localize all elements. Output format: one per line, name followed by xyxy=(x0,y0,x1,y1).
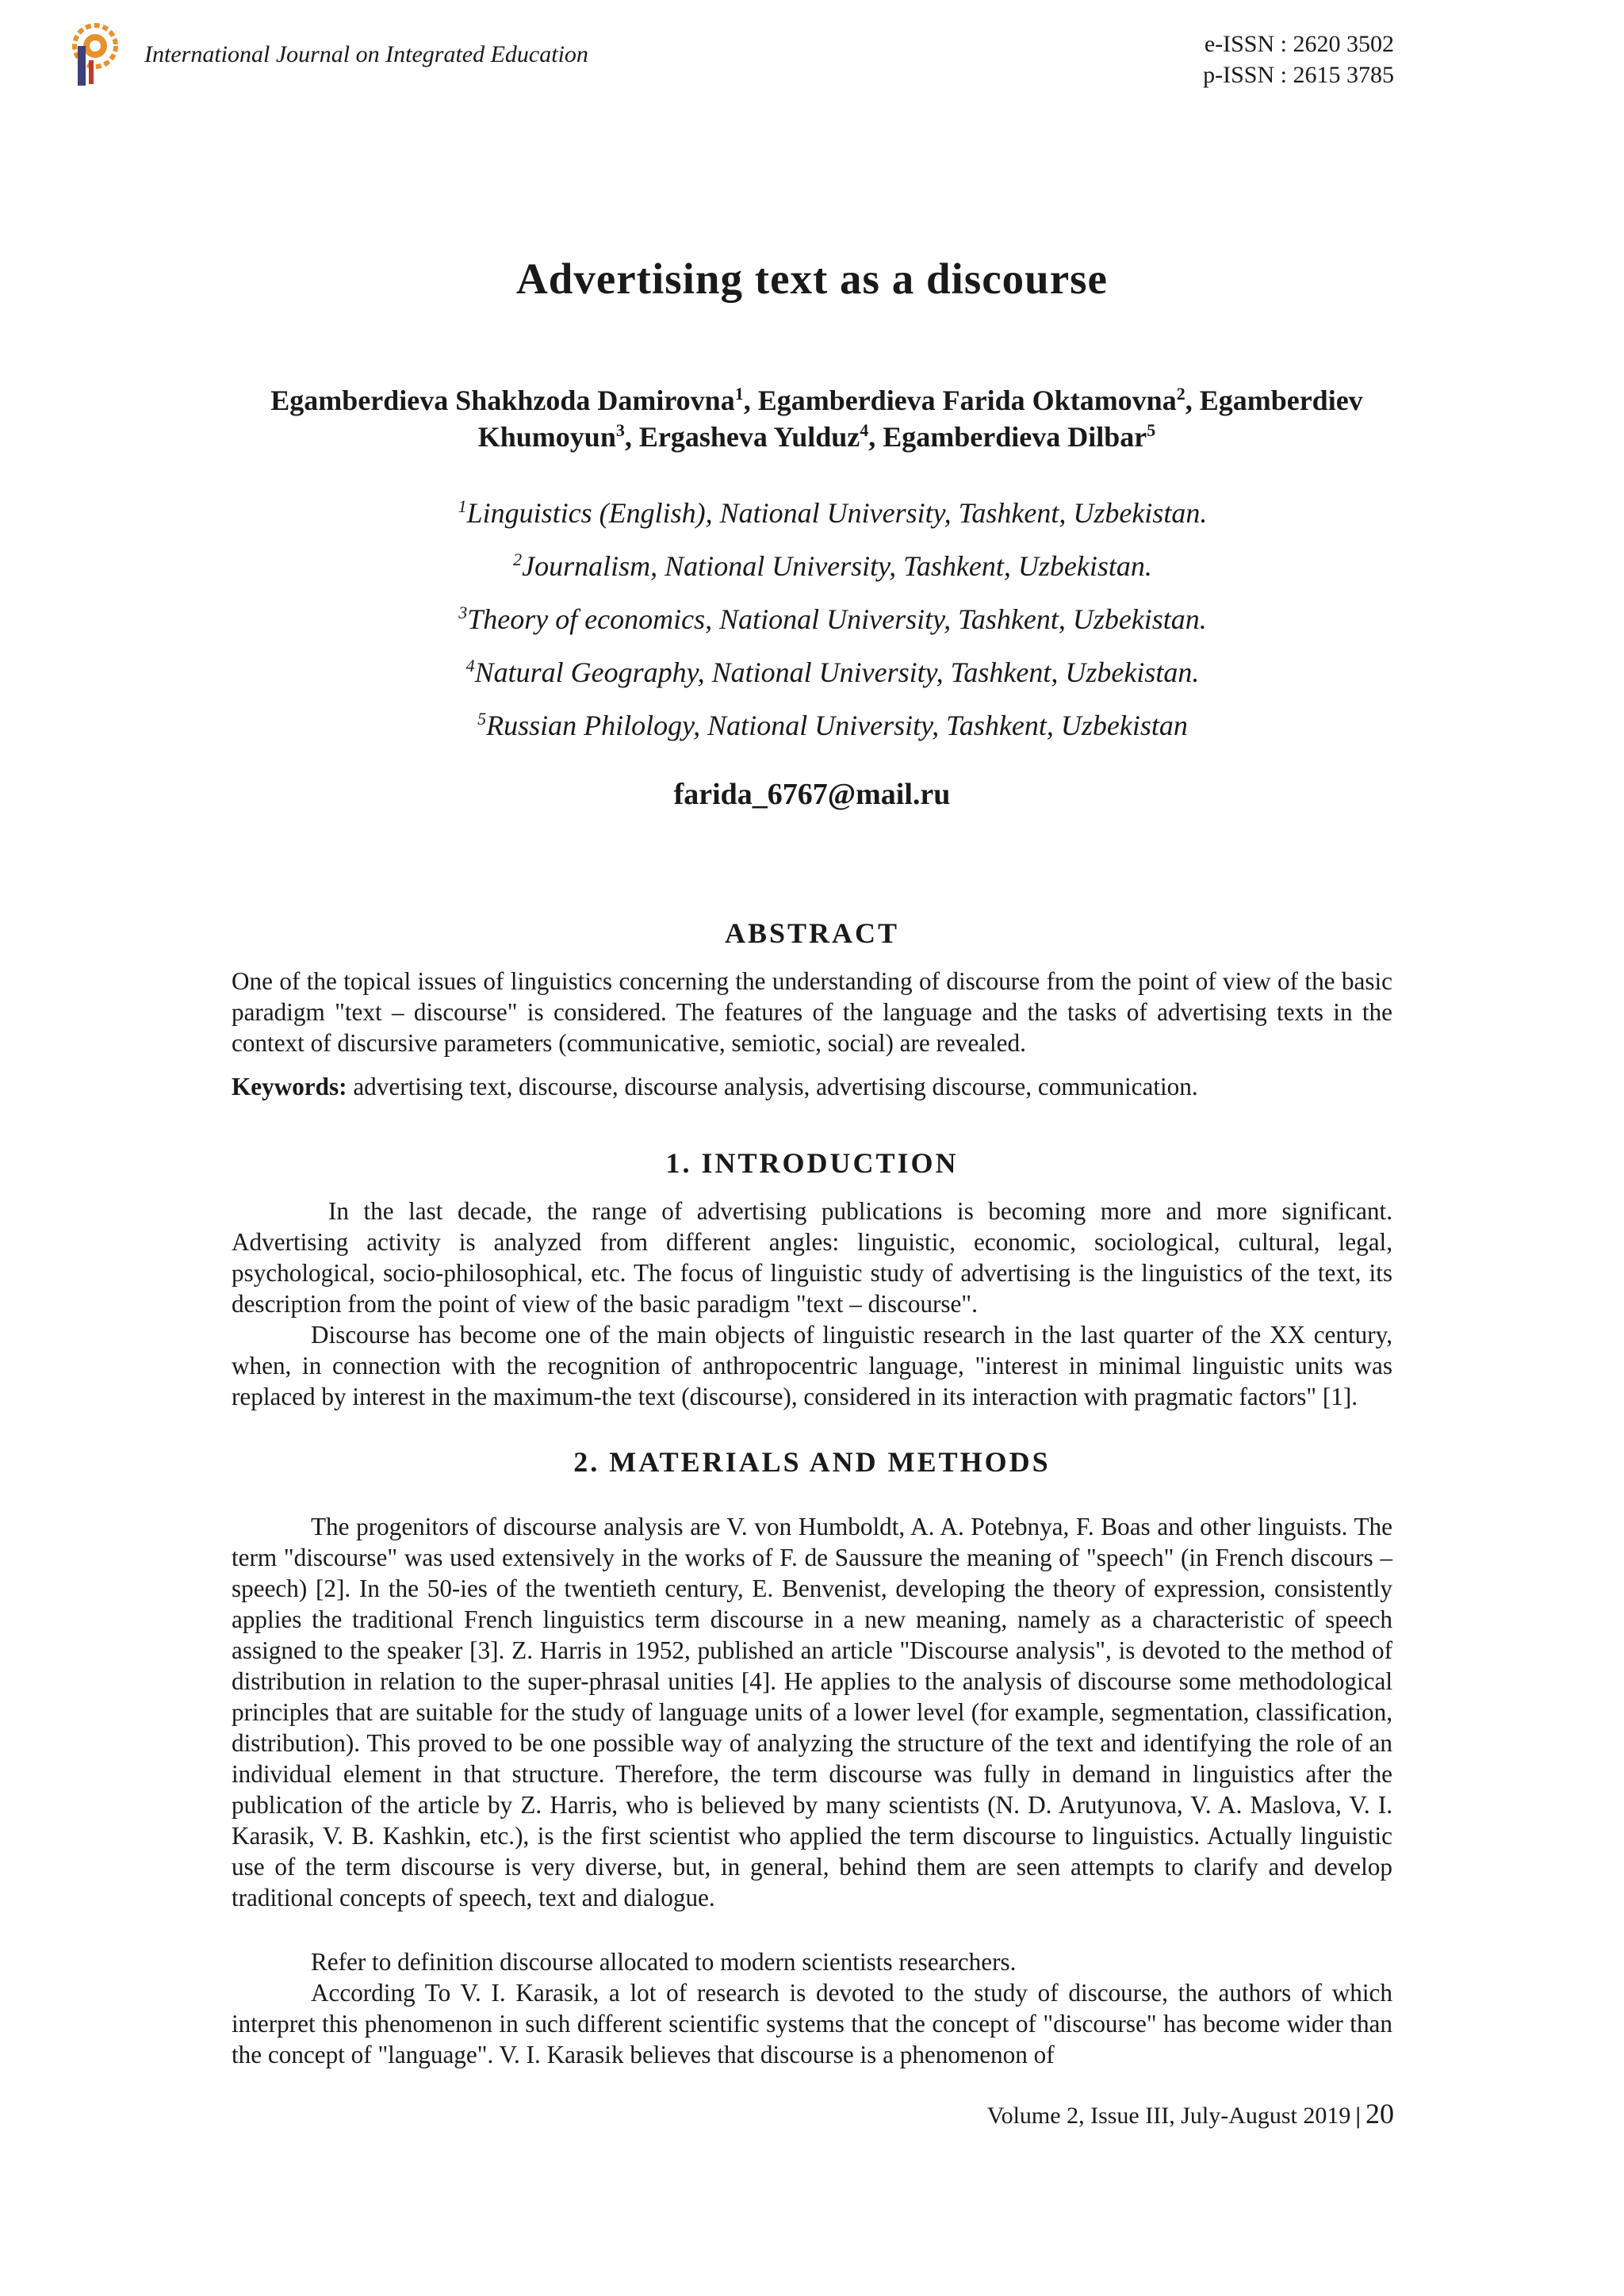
author-name: Khumoyun xyxy=(477,421,616,453)
abstract-heading: ABSTRACT xyxy=(724,917,900,949)
author-name: Egamberdieva Shakhzoda Damirovna xyxy=(270,385,735,416)
author-separator: , xyxy=(743,385,758,416)
affiliation-text: Theory of economics, National University, Tashkent, Uzbekistan. xyxy=(467,603,1207,635)
author-list xyxy=(222,382,1411,455)
paragraph: According To V. I. Karasik, a lot of research is devoted to the study of discourse, the authors of which interpret this phenomenon in such different scientific systems that the concept of "discourse" has become wider than the concept of "language". V. I. Karasik believes that discourse is a phenomenon of xyxy=(232,1979,1392,2068)
author-separator: , xyxy=(868,421,883,453)
author-name: Egamberdieva Farida Oktamovna xyxy=(757,385,1177,416)
author-sup: 5 xyxy=(1147,420,1156,440)
e-issn: e-ISSN : 2620 3502 xyxy=(1204,31,1394,57)
volume-info: Volume 2, Issue III, July-August 2019 xyxy=(986,2103,1351,2129)
page-number: 20 xyxy=(1365,2098,1394,2130)
author-sup: 3 xyxy=(615,420,625,440)
affiliation-text: Natural Geography, National University, Tashkent, Uzbekistan. xyxy=(474,656,1200,688)
footer-separator: | xyxy=(1355,2103,1361,2129)
methods-heading: 2. MATERIALS AND METHODS xyxy=(573,1446,1051,1478)
affiliation xyxy=(238,651,1427,704)
affiliation-text: Linguistics (English), National University, Tashkent, Uzbekistan. xyxy=(466,497,1208,529)
affiliation-sup: 3 xyxy=(458,603,468,622)
affiliation xyxy=(238,598,1427,651)
journal-name: International Journal on Integrated Education xyxy=(144,41,588,67)
affiliation xyxy=(238,545,1427,598)
author-name: Ergasheva Yulduz xyxy=(638,421,860,453)
affiliation-text: Journalism, National University, Tashkent, Uzbekistan. xyxy=(522,550,1152,582)
paragraph: Refer to definition discourse allocated to modern scientists researchers. xyxy=(311,1948,1017,1976)
affiliation xyxy=(238,704,1427,757)
page-footer xyxy=(987,2097,1394,2130)
p-issn: p-ISSN : 2615 3785 xyxy=(1203,62,1394,88)
keywords-text: advertising text, discourse, discourse analysis, advertising discourse, communication. xyxy=(347,1073,1198,1100)
affiliation-list xyxy=(238,492,1427,757)
contact-email: farida_6767@mail.ru xyxy=(673,778,951,811)
introduction-heading: 1. INTRODUCTION xyxy=(665,1147,959,1179)
author-separator: , xyxy=(624,421,639,453)
author-sup: 4 xyxy=(860,420,869,440)
affiliation-sup: 4 xyxy=(465,656,475,675)
author-sup: 1 xyxy=(734,384,744,404)
author-sup: 2 xyxy=(1176,384,1185,404)
paragraph: In the last decade, the range of advertising publications is becoming more and more significant. Advertising activity is analyzed from different angles: linguistic, economic, sociological, cultural, legal, psychological, socio-philosophical, etc. The focus of linguistic study of advertising is the linguistics of the text, its description from the point of view of the basic paradigm "text – discourse". xyxy=(232,1197,1392,1318)
journal-logo xyxy=(67,22,124,89)
author-name: Egamberdieva Dilbar xyxy=(883,421,1147,453)
author-separator: , Egamberdiev xyxy=(1185,385,1363,416)
affiliation xyxy=(238,492,1427,545)
affiliation-sup: 2 xyxy=(513,549,523,569)
affiliation-text: Russian Philology, National University, Tashkent, Uzbekistan xyxy=(486,710,1188,741)
keywords-line xyxy=(232,1071,1392,1102)
affiliation-sup: 5 xyxy=(477,709,487,729)
abstract-text: One of the topical issues of linguistics concerning the understanding of discourse from the point of view of the basic paradigm "text – discourse" is considered. The features of the language and the tasks of advertising texts in the context of discursive parameters (communicative, semiotic, social) are revealed. xyxy=(232,967,1392,1057)
keywords-label: Keywords: xyxy=(232,1073,347,1100)
issn-block xyxy=(1203,29,1394,90)
paragraph: Discourse has become one of the main objects of linguistic research in the last quarter of the XX century, when, in connection with the recognition of anthropocentric language, "interest in minimal linguistic units was replaced by interest in the maximum-the text (discourse), considered in its interaction with pragmatic factors" [1]. xyxy=(232,1321,1392,1410)
paragraph: The progenitors of discourse analysis are V. von Humboldt, A. A. Potebnya, F. Boas and other linguists. The term "discourse" was used extensively in the works of F. de Saussure the meaning of "speech" (in French discours – speech) [2]. In the 50-ies of the twentieth century, E. Benvenist, developing the theory of expression, consistently applies the traditional French linguistics term discourse in a new meaning, namely as a characteristic of speech assigned to the speaker [3]. Z. Harris in 1952, published an article "Discourse analysis", is devoted to the method of distribution in relation to the super-phrasal unities [4]. He applies to the analysis of discourse some methodological principles that are suitable for the study of language units of a lower level (for example, segmentation, classification, distribution). This proved to be one possible way of analyzing the structure of the text and identifying the role of an individual element in that structure. Therefore, the term discourse was fully in demand in linguistics after the publication of the article by Z. Harris, who is believed by many scientists (N. D. Arutyunova, V. A. Maslova, V. I. Karasik, V. B. Kashkin, etc.), is the first scientist who applied the term discourse to linguistics. Actually linguistic use of the term discourse is very diverse, but, in general, behind them are seen attempts to clarify and develop traditional concepts of speech, text and dialogue. xyxy=(232,1513,1392,1911)
affiliation-sup: 1 xyxy=(458,496,467,516)
paper-title: Advertising text as a discourse xyxy=(516,254,1108,303)
